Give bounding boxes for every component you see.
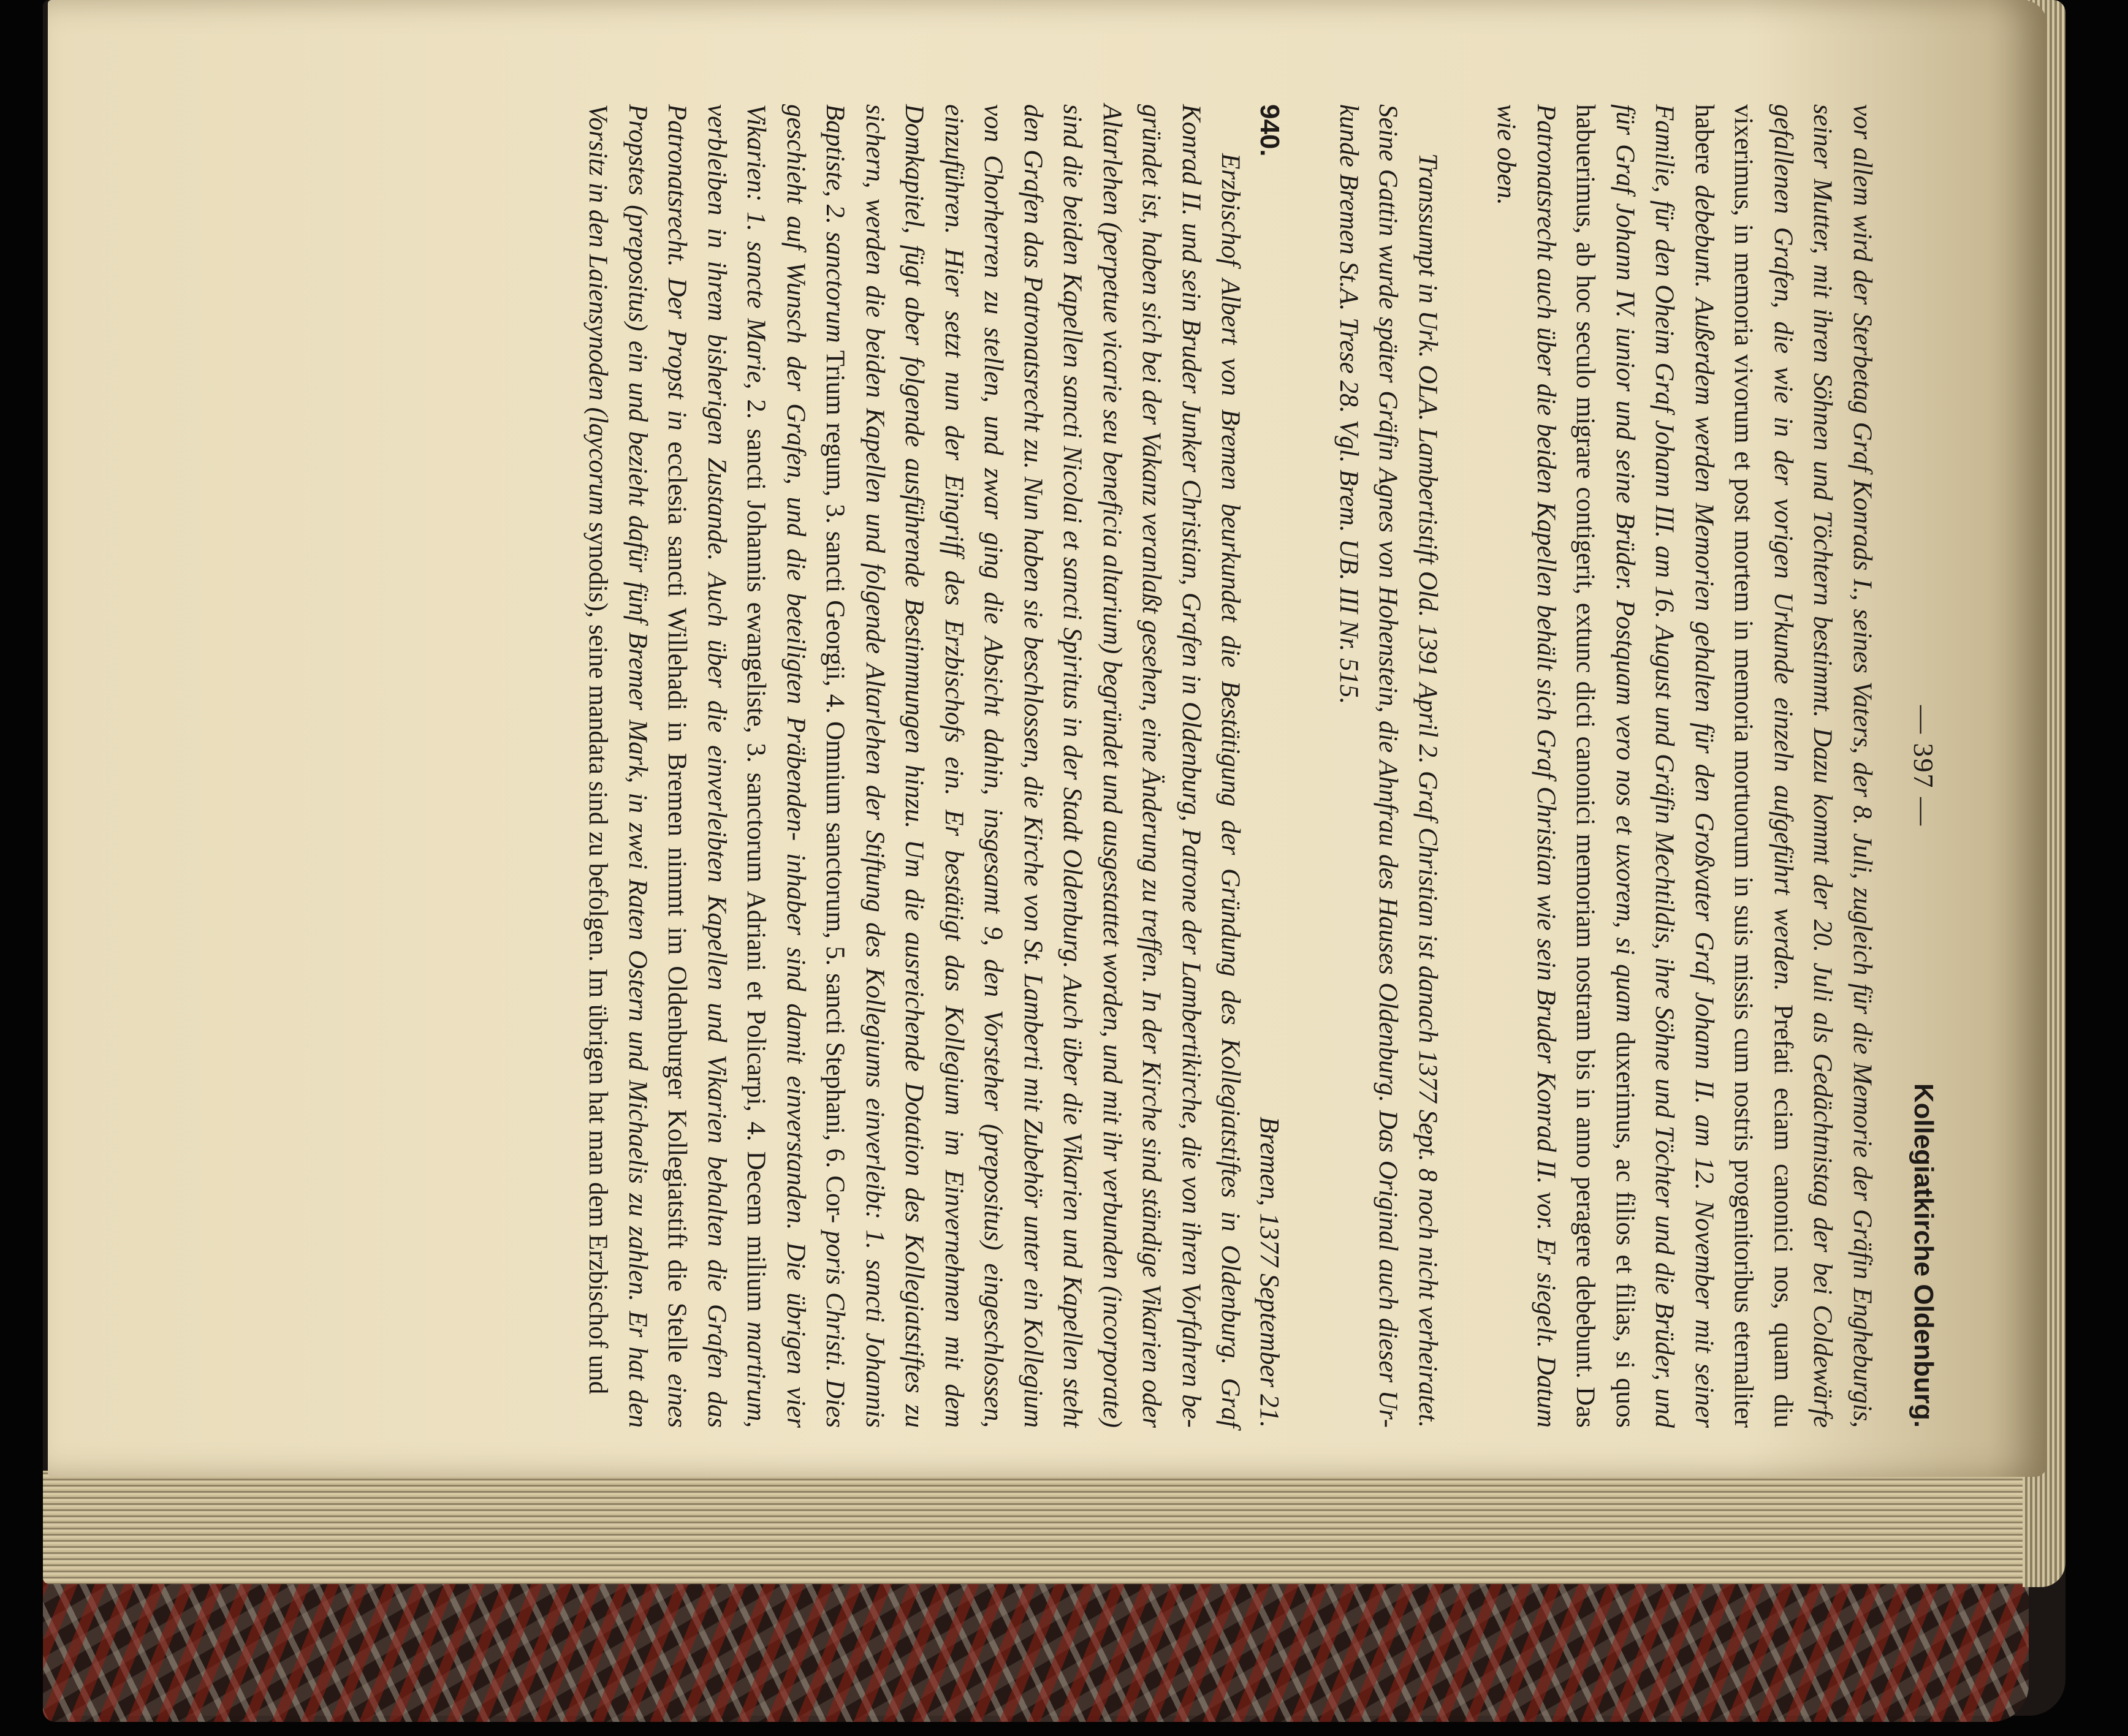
text-line: 2. sancti Johannis ewangeliste, 3. sanctorum Adriani et Policarpi, 4. Decem milium: [742, 399, 771, 1322]
text-line: altarium) begründet und ausgestattet worden, und mit ihr verbunden (incorporate): [1098, 554, 1127, 1428]
text-line: debebunt. Außerdem werden Memorien gehalten für den Großvater Graf Johann II.: [1690, 184, 1719, 1115]
text-line: synodis), seine mandata sind zu befolgen. Im übrigen hat man dem Erzbischof und: [583, 521, 613, 1395]
rotated-page-content: [288, 104, 1943, 1428]
text-line: Erzbischofs ein. Er bestätigt das Kollegium im Einvernehmen mit dem Domkapitel,: [900, 104, 968, 1428]
page-body: [578, 104, 1882, 1428]
text-line: gründet ist, haben sich bei der Vakanz veranlaßt gesehen, eine Änderung zu treffen.: [1137, 104, 1166, 990]
text-line: Trium regum, 3. sancti Georgii, 4. Omnium sanctorum, 5. sancti Stephani, 6. Cor-: [821, 350, 850, 1231]
text-line: gefallenen Grafen, die wie in der vorigen Urkunde einzeln aufgeführt werden.: [1769, 104, 1798, 1004]
page-header: [1904, 104, 1943, 1428]
page-edges: [43, 1471, 2047, 1584]
marbled-edge: [43, 1569, 2029, 1722]
text-line: Erzbischof Albert von Bremen beurkundet die Bestätigung der Gründung des: [1216, 153, 1245, 1039]
page-number: — 397 —: [1908, 705, 1939, 827]
paragraph-entry-940: [578, 104, 1250, 1428]
text-line: fügt aber folgende ausführende Bestimmungen hinzu. Um die ausreichende Dotation: [900, 244, 929, 1188]
text-line: Prefati eciam canonici nos, quam diu vixerimus, in memoria vivorum et post mortem: [1729, 104, 1798, 1428]
text-line: Johann IV. iunior und seine Brüder. Postquam vero nos et uxorem, si quam: [1611, 203, 1640, 1032]
text-line: inhaber sind damit einverstanden. Die übrigen vier Vikarien: 1. sancte Marie,: [742, 104, 810, 1428]
text-line: Kollegiatstiftes in Oldenburg. Graf Konrad II. und sein Bruder Junker Christian,: [1177, 104, 1245, 1428]
paragraph-note: [1329, 104, 1448, 1428]
text-line: extunc dicti canonici memoriam nostram bis in anno peragere debebunt. Das: [1571, 602, 1600, 1428]
text-line: Patronatsrecht auch über die beiden Kapellen behält sich Graf Christian wie sein: [1532, 104, 1560, 989]
text-line: Vorsteher (prepositus) eingeschlossen, einzuführen. Hier setzt nun der Eingriff des: [940, 104, 1008, 1428]
text-line: ecclesia sancti Willehadi in Bremen nimmt im Oldenburger Kollegiatstift die Stelle: [663, 441, 692, 1374]
text-line: Grafen in Oldenburg, Patrone der Lambertikirche, die von ihren Vorfahren be-: [1177, 592, 1206, 1428]
text-line: Bruder Konrad II. vor. Er siegelt. Datum wie oben.: [1492, 104, 1560, 1428]
text-line: duxerimus, ac filios et filias, si quos habuerimus, ab hoc seculo migrare contigerit,: [1571, 104, 1640, 1428]
text-line: Töchtern bestimmt. Dazu kommt der 20. Juli als Gedächtnistag der bei Coldewärfe: [1808, 510, 1837, 1428]
text-line: eines Propstes (prepositus) ein und bezieht dafür fünf Bremer Mark, in zwei Raten: [623, 104, 692, 1428]
text-line: für die Memorie der Gräfin Engheburgis, seiner Mutter, mit ihren Söhnen und: [1808, 104, 1877, 1428]
text-line: vor allem wird der Sterbetag Graf Konrads I., seines Vaters, der 8. Juli, zugleich: [1848, 104, 1877, 984]
entry-place-date: Bremen, 1377 September 21.: [1255, 1116, 1285, 1428]
text-line: martirum, verbleiben in ihrem bisherigen Zustande. Auch über die einverleibten: [702, 104, 771, 1428]
running-head: Kollegiatkirche Oldenburg.: [1909, 1083, 1939, 1428]
text-line: am 12. November mit seiner Familie, für den Oheim Graf Johann III. am 16. August: [1650, 104, 1719, 1428]
text-line: des Kollegiatstiftes zu sichern, werden die beiden Kapellen und folgende Altarlehen: [861, 104, 929, 1428]
text-line: Transsumpt in Urk. OLA. Lambertistift Old. 1391 April 2. Graf Christian ist: [1413, 153, 1442, 966]
text-line: danach 1377 Sept. 8 noch nicht verheiratet. Seine Gattin wurde später Gräfin Agnes: [1374, 104, 1442, 1428]
text-line: in memoria mortuorum in suis missis cum nostris progenitoribus eternaliter habere: [1690, 104, 1758, 1428]
entry-heading: [1250, 104, 1290, 1428]
text-line: Kapellen und Vikarien behalten die Grafen das Patronatsrecht. Der Propst in: [663, 104, 731, 1428]
text-line: von Hohenstein, die Ahnfrau des Hauses Oldenburg. Das Original auch dieser Ur-: [1374, 540, 1403, 1428]
text-line: der Stiftung des Kollegiums einverleibt: 1. sancti Johannis Baptiste, 2. sanctorum: [821, 104, 889, 1428]
text-line: kunde Bremen St.A. Trese 28. Vgl. Brem. UB. III Nr. 515.: [1334, 104, 1363, 705]
text-line: poris Christi. Dies geschieht auf Wunsch der Grafen, und die beteiligten Präbenden-: [781, 104, 850, 1428]
paragraph-summary: [1486, 104, 1882, 1428]
text-line: In der Kirche sind ständige Vikarien oder Altarlehen (perpetue vicarie seu beneficia: [1098, 104, 1166, 1428]
entry-number: 940.: [1255, 104, 1285, 157]
text-line: haben sie beschlossen, die Kirche von St. Lamberti mit Zubehör unter ein Kollegium: [1019, 528, 1047, 1428]
text-line: sind die beiden Kapellen sancti Nicolai et sancti Spiritus in der Stadt Oldenburg.: [1058, 104, 1087, 976]
text-line: von Chorherren zu stellen, und zwar ging die Absicht dahin, insgesamt 9, den: [979, 104, 1008, 1010]
text-line: und Gräfin Mechtildis, ihre Söhne und Töchter und die Brüder, und für Graf: [1611, 104, 1679, 1428]
text-line: Ostern und Michaelis zu zahlen. Er hat den Vorsitz in den Laiensynoden (laycorum: [583, 104, 652, 1428]
text-line: Auch über die Vikarien und Kapellen steht den Grafen das Patronatsrecht zu. Nun: [1019, 104, 1087, 1428]
